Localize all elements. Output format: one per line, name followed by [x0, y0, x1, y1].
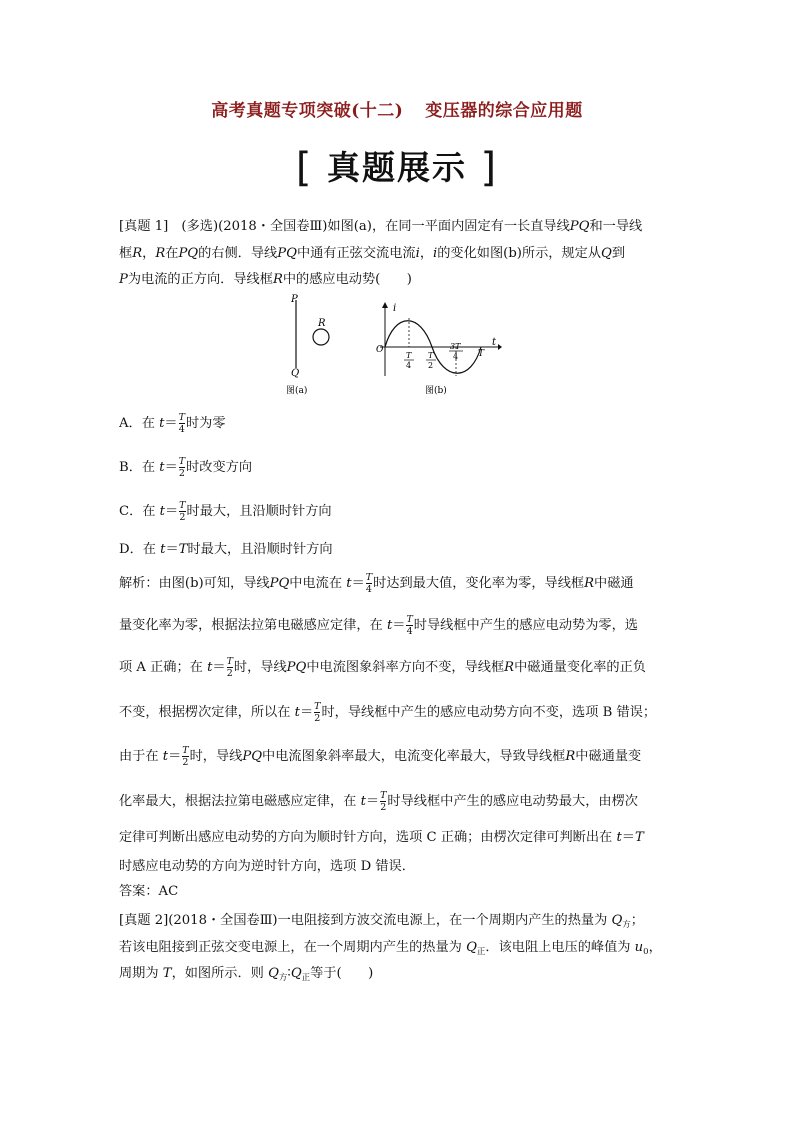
- q1-text: 的变化如图(b)所示，规定从: [437, 246, 602, 261]
- label-q: Q: [291, 368, 300, 379]
- analysis-text: 时达到最大值，变化率为零，导线框: [373, 576, 585, 591]
- equals: ＝: [365, 794, 380, 809]
- frac-den: 2: [314, 712, 321, 724]
- tick-3t4-num: 3T: [450, 342, 461, 351]
- q2-text: 若该电阻接到正弦交变电源上，在一个周期内产生的热量为: [119, 940, 462, 955]
- tick-t2-den: 2: [428, 361, 434, 370]
- option-label: B．在: [119, 460, 156, 475]
- subscript: 正: [301, 973, 311, 983]
- answer: [119, 880, 178, 899]
- option-text: 时最大，且沿顺时针方向: [186, 504, 332, 519]
- q1-text: 中通有正弦交流电流: [296, 246, 416, 261]
- fraction: [179, 501, 185, 523]
- fraction: [182, 746, 188, 768]
- answer-text: 答案：AC: [119, 884, 179, 899]
- q2-text: ，: [648, 940, 662, 955]
- page-title: [0, 96, 794, 121]
- label-r: R: [318, 318, 326, 329]
- equals: ＝: [621, 830, 635, 845]
- q2-line-1: [119, 909, 644, 930]
- tick-t2-num: T: [428, 351, 434, 360]
- section-banner: [0, 142, 794, 189]
- tick-t4-den: 4: [406, 361, 412, 370]
- analysis-text: 解析：由图(b)可知，导线: [119, 576, 270, 591]
- option-text: 时最大，且沿顺时针方向: [187, 542, 333, 557]
- figure-group: [270, 290, 510, 400]
- frac-num: T: [380, 789, 387, 801]
- analysis-text: 定律可判断出感应电动势的方向为顺时针方向，选项 C 正确；由楞次定律可判断出在: [119, 830, 613, 845]
- option-c: [119, 500, 332, 523]
- var-T: T: [634, 830, 644, 845]
- q1-text: ，: [142, 246, 156, 261]
- frac-den: 2: [179, 511, 186, 523]
- option-label: A．在: [119, 416, 155, 431]
- label-o: O: [376, 345, 384, 355]
- fraction: [227, 657, 233, 679]
- tick-t: T: [478, 349, 485, 359]
- equals: ＝: [165, 542, 179, 557]
- ratio-colon: ∶: [287, 966, 291, 981]
- var-u: u: [634, 940, 644, 955]
- frac-num: T: [406, 613, 413, 625]
- var-t: t: [346, 576, 352, 591]
- q2-text: 周期为: [119, 966, 159, 981]
- analysis-line-5: [119, 745, 641, 768]
- loop-r: [313, 329, 329, 345]
- var-t: t: [616, 830, 622, 845]
- var-r: R: [155, 246, 166, 261]
- var-t: t: [294, 705, 300, 720]
- analysis-line-6: [119, 790, 638, 813]
- label-t: t: [492, 337, 497, 348]
- q1-text: 的右侧．导线: [198, 246, 278, 261]
- analysis-line-4: [119, 701, 656, 724]
- q1-text: [真题 1] (多选)(2018・全国卷Ⅲ)如图(a)，在同一平面内固定有一长直导线: [119, 219, 570, 234]
- fraction: [314, 702, 320, 724]
- var-r: R: [272, 272, 283, 287]
- q1-text: 中的感应电动势( ): [282, 272, 412, 287]
- tick-3t4-den: 4: [453, 352, 459, 361]
- var-q: Q: [466, 940, 477, 955]
- q2-text: [真题 2](2018・全国卷Ⅲ)一电阻接到方波交流电源上，在一个周期内产生的热量为: [119, 913, 608, 928]
- var-pq: PQ: [286, 660, 307, 675]
- analysis-text: 项 A 正确；在: [119, 660, 203, 675]
- option-d: [119, 538, 333, 557]
- caption-a: 图(a): [286, 386, 308, 396]
- frac-den: 2: [380, 801, 387, 813]
- var-r: R: [504, 660, 515, 675]
- frac-num: T: [226, 655, 233, 667]
- var-t: t: [386, 618, 393, 633]
- analysis-text: 中电流图象斜率最大，电流变化率最大，导致导线框: [262, 749, 566, 764]
- q2-text: ；: [630, 913, 644, 928]
- equals: ＝: [164, 416, 178, 431]
- q1-text: 在: [165, 246, 179, 261]
- frac-den: 2: [226, 667, 233, 679]
- var-T: T: [162, 966, 172, 981]
- var-pq: PQ: [277, 246, 297, 261]
- var-i: i: [433, 246, 438, 261]
- q1-text: ，: [419, 246, 434, 261]
- frac-num: T: [182, 744, 189, 756]
- analysis-text: 由于在: [119, 749, 159, 764]
- q2-text: 等于( ): [310, 966, 374, 981]
- frac-num: T: [365, 571, 373, 583]
- tick-t4-num: T: [406, 351, 412, 360]
- equals: ＝: [351, 576, 365, 591]
- frac-den: 4: [365, 583, 372, 595]
- fraction: [179, 457, 185, 479]
- var-pq: PQ: [269, 576, 290, 591]
- analysis-line-2: [119, 614, 638, 637]
- banner-right-bracket: ]: [480, 145, 499, 191]
- analysis-text: 时导线框中产生的感应电动势最大，由楞次: [387, 794, 638, 809]
- analysis-text: 时，导线: [189, 749, 243, 764]
- fraction: [380, 791, 386, 813]
- t-axis-arrow: [498, 344, 502, 350]
- subscript: 方: [278, 973, 288, 983]
- var-t: t: [162, 749, 169, 764]
- caption-b: 图(b): [425, 386, 447, 396]
- analysis-text: 不变，根据楞次定律，所以在: [119, 705, 291, 720]
- frac-num: T: [314, 700, 321, 712]
- analysis-text: 中磁通量变: [575, 749, 642, 764]
- option-a: [119, 412, 226, 435]
- var-r: R: [132, 246, 143, 261]
- q1-line-3: [119, 268, 412, 287]
- q2-text: ，如图所示．则: [171, 966, 264, 981]
- option-text: 时改变方向: [186, 460, 253, 475]
- q1-text: 到: [611, 246, 626, 261]
- fraction: [179, 413, 185, 435]
- analysis-line-8: [119, 855, 415, 874]
- var-t: t: [360, 794, 366, 809]
- i-axis-arrow: [382, 302, 388, 308]
- q1-text: 为电流的正方向．导线框: [127, 272, 273, 287]
- var-r: R: [565, 749, 576, 764]
- banner-left-bracket: [: [295, 145, 314, 191]
- var-q: Q: [290, 966, 302, 981]
- equals: ＝: [299, 705, 314, 720]
- q1-line-1: [119, 215, 642, 234]
- var-pq: PQ: [242, 749, 263, 764]
- fraction: [406, 615, 412, 637]
- q2-line-2: [119, 936, 662, 957]
- q1-text: 框: [119, 246, 133, 261]
- var-t: t: [159, 504, 165, 519]
- banner-text: 真题展示: [327, 148, 467, 187]
- option-label: C．在: [119, 504, 156, 519]
- var-q: Q: [601, 246, 612, 261]
- label-i: i: [393, 303, 397, 314]
- analysis-text: 时，导线框中产生的感应电动势方向不变，选项 B 错误；: [321, 705, 657, 720]
- analysis-text: 时，导线: [233, 660, 287, 675]
- option-b: [119, 456, 252, 479]
- var-i: i: [415, 246, 420, 261]
- title-part-1: 高考真题专项突破(十二): [211, 101, 404, 121]
- subscript: 正: [476, 947, 486, 957]
- q1-text: 和一导线: [589, 219, 643, 234]
- var-pq: PQ: [569, 219, 590, 234]
- var-pq: PQ: [178, 246, 199, 261]
- analysis-text: 化率最大，根据法拉第电磁感应定律，在: [119, 794, 357, 809]
- equals: ＝: [168, 749, 182, 764]
- analysis-text: 时感应电动势的方向为逆时针方向，选项 D 错误．: [119, 859, 415, 874]
- analysis-text: 中电流在: [289, 576, 343, 591]
- frac-den: 4: [178, 423, 185, 435]
- analysis-text: 量变化率为零，根据法拉第电磁感应定律，在: [119, 618, 383, 633]
- var-t: t: [159, 416, 165, 431]
- frac-num: T: [178, 411, 185, 423]
- frac-den: 4: [406, 625, 413, 637]
- frac-num: T: [179, 499, 186, 511]
- var-r: R: [584, 576, 595, 591]
- q1-line-2: [119, 242, 625, 261]
- q2-text: ．该电阻上电压的峰值为: [485, 940, 631, 955]
- frac-den: 2: [178, 467, 185, 479]
- analysis-line-7: [119, 826, 644, 845]
- frac-num: T: [178, 455, 186, 467]
- var-t: t: [159, 460, 165, 475]
- q2-line-3: [119, 962, 373, 983]
- frac-den: 2: [182, 756, 189, 768]
- analysis-text: 中磁通量变化率的正负: [514, 660, 646, 675]
- var-p: P: [119, 272, 128, 287]
- subscript: 方: [622, 920, 631, 930]
- equals: ＝: [164, 504, 179, 519]
- analysis-text: 中电流图象斜率方向不变，导线框: [306, 660, 505, 675]
- var-q: Q: [611, 913, 623, 928]
- figure-a: [286, 294, 329, 396]
- option-text: 时为零: [185, 416, 226, 431]
- figure-b: [376, 302, 502, 396]
- analysis-text: 中磁通: [594, 576, 634, 591]
- var-T: T: [178, 542, 188, 557]
- equals: ＝: [392, 618, 406, 633]
- analysis-text: 时导线框中产生的感应电动势为零，选: [413, 618, 638, 633]
- subscript: 0: [643, 947, 649, 957]
- var-t: t: [207, 660, 213, 675]
- analysis-line-3: [119, 656, 646, 679]
- equals: ＝: [212, 660, 226, 675]
- equals: ＝: [164, 460, 178, 475]
- fraction: [366, 573, 372, 595]
- var-t: t: [160, 542, 166, 557]
- title-part-2: 变压器的综合应用题: [425, 101, 583, 121]
- label-p: P: [291, 294, 298, 305]
- option-label: D．在: [119, 542, 156, 557]
- analysis-line-1: [119, 572, 634, 595]
- var-q: Q: [268, 966, 279, 981]
